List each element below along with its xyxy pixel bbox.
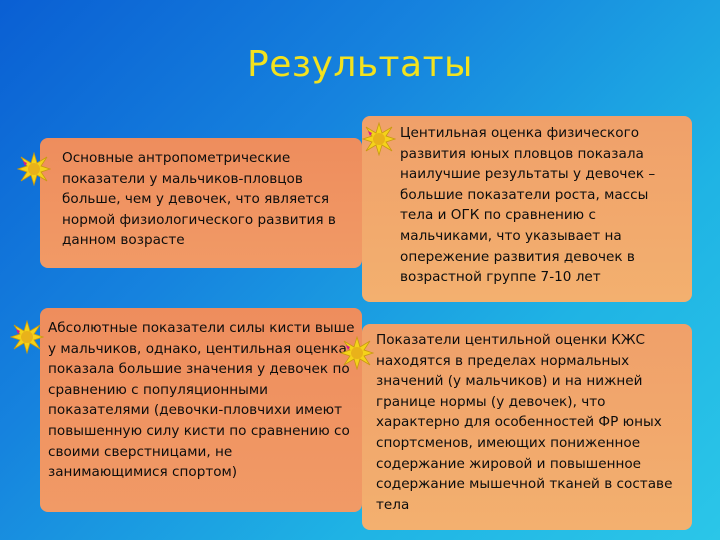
- text-block-bottom-right-text: Показатели центильной оценки КЖС находятся в пределах нормальных значений (у мальчиков) и на нижней границе нормы (у девочек), что характерно для особенностей ФР юных спортсменов, имеющих пониженное содержание жировой и повышенное содержание мышечной тканей в составе тела: [376, 332, 673, 513]
- starburst-icon: [340, 336, 374, 370]
- slide-title: Результаты: [247, 44, 473, 85]
- text-block-top-left-text: Основные антропометрические показатели у мальчиков-пловцов больше, чем у девочек, что является нормой физиологического развития в данном возрасте: [62, 150, 336, 249]
- starburst-icon: [17, 152, 51, 186]
- text-block-top-right: [362, 116, 692, 302]
- text-block-bottom-left: [40, 308, 362, 512]
- text-block-top-left: [40, 138, 362, 268]
- text-block-top-right-text: Центильная оценка физического развития юных пловцов показала наилучшие результаты у девочек – большие показатели роста, массы тела и ОГК по сравнению с мальчиками, что указывает на опережение развития девочек в возрастной группе 7-10 лет: [400, 125, 656, 286]
- text-block-bottom-left-text: Абсолютные показатели силы кисти выше у мальчиков, однако, центильная оценка показала большие значения у девочек по сравнению с популяционными показателями (девочки-пловчихи имеют повышенную силу кисти по сравнению со своими сверстницами, не занимающимися спортом): [48, 320, 355, 481]
- starburst-icon: [362, 122, 396, 156]
- text-block-bottom-right: [362, 324, 692, 530]
- starburst-icon: [10, 320, 44, 354]
